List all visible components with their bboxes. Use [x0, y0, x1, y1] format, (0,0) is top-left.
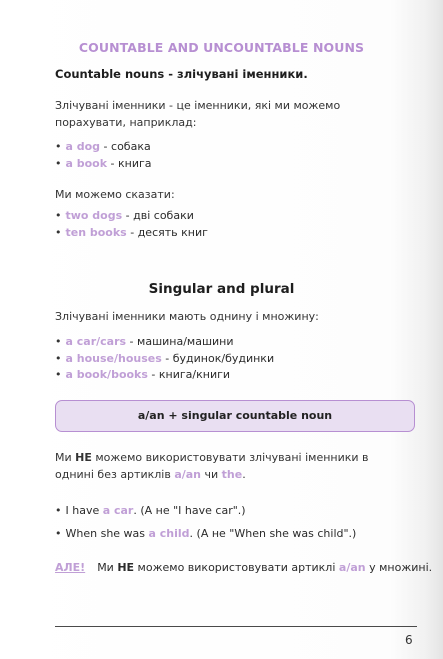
- list-item: • I have a car. (А не "I have car".): [55, 504, 246, 517]
- but-text: у множині.: [365, 561, 433, 574]
- list-item: • a book - книга: [55, 156, 152, 170]
- english-example: a house/houses: [65, 351, 162, 365]
- translation: - книга/книги: [147, 368, 231, 381]
- intro-paragraph: Злічувані іменники - це іменники, які ми можемо порахувати, наприклад:: [55, 99, 341, 129]
- rule-text: .: [242, 468, 246, 481]
- english-example: two dogs: [65, 209, 123, 222]
- english-example: a dog: [65, 140, 101, 153]
- emphasis-ne: НЕ: [75, 451, 92, 464]
- translation: - дві собаки: [122, 209, 194, 222]
- rule-text: Ми: [55, 451, 76, 464]
- english-example: a car/cars: [65, 335, 127, 348]
- example-text: I have: [65, 504, 103, 517]
- list-item: • ten books - десять книг: [55, 225, 208, 239]
- example-text: . (А не "I have car".): [133, 504, 246, 517]
- examples-list-4: [55, 499, 415, 545]
- rule-box: a/an + singular countable noun: [55, 400, 415, 432]
- can-say-paragraph: Ми можемо сказати:: [55, 188, 175, 201]
- example-text: . (А не "When she was child".): [189, 527, 357, 540]
- examples-list-1: [55, 139, 415, 172]
- examples-list-3: [55, 334, 415, 384]
- examples-list-2: [55, 208, 415, 241]
- page-number: 6: [405, 633, 413, 647]
- list-item: • When she was a child. (А не "When she was child".): [55, 527, 357, 540]
- but-word: АЛЕ!: [55, 561, 86, 574]
- translation: - десять книг: [126, 225, 208, 239]
- translation: - будинок/будинки: [161, 351, 275, 365]
- rule-text: чи: [201, 468, 222, 481]
- but-text: Ми: [97, 561, 118, 574]
- article-highlight: the: [221, 468, 243, 481]
- article-highlight: a/an: [174, 468, 202, 481]
- section-title: Singular and plural: [148, 281, 295, 297]
- rule-paragraph: [55, 449, 410, 483]
- english-example: a book/books: [65, 368, 148, 381]
- list-item: • a car/cars - машина/машини: [55, 335, 234, 348]
- list-item: • a book/books - книга/книги: [55, 368, 231, 381]
- english-example: a book: [65, 156, 108, 170]
- translation: - книга: [107, 156, 152, 170]
- article-highlight: a/an: [338, 561, 366, 574]
- subheading: Countable nouns - злічувані іменники.: [55, 67, 308, 81]
- singular-plural-intro: Злічувані іменники мають однину і множину:: [55, 310, 319, 323]
- english-example: ten books: [65, 225, 127, 239]
- example-text: When she was: [65, 527, 149, 540]
- list-item: • a house/houses - будинок/будинки: [55, 351, 275, 365]
- translation: - собака: [100, 140, 151, 153]
- list-item: • a dog - собака: [55, 140, 151, 153]
- emphasis-ne: НЕ: [117, 561, 135, 574]
- page-title: COUNTABLE AND UNCOUNTABLE NOUNS: [78, 40, 365, 55]
- but-note: [55, 561, 433, 574]
- translation: - машина/машини: [126, 335, 234, 348]
- rule-text: можемо використовувати злічувані іменники в однині без артиклів: [55, 451, 369, 481]
- footer-divider: [55, 626, 417, 627]
- example-highlight: a car: [102, 504, 134, 517]
- example-highlight: a child: [148, 527, 190, 540]
- but-text: можемо використовувати артиклі: [134, 561, 339, 574]
- list-item: • two dogs - дві собаки: [55, 209, 194, 222]
